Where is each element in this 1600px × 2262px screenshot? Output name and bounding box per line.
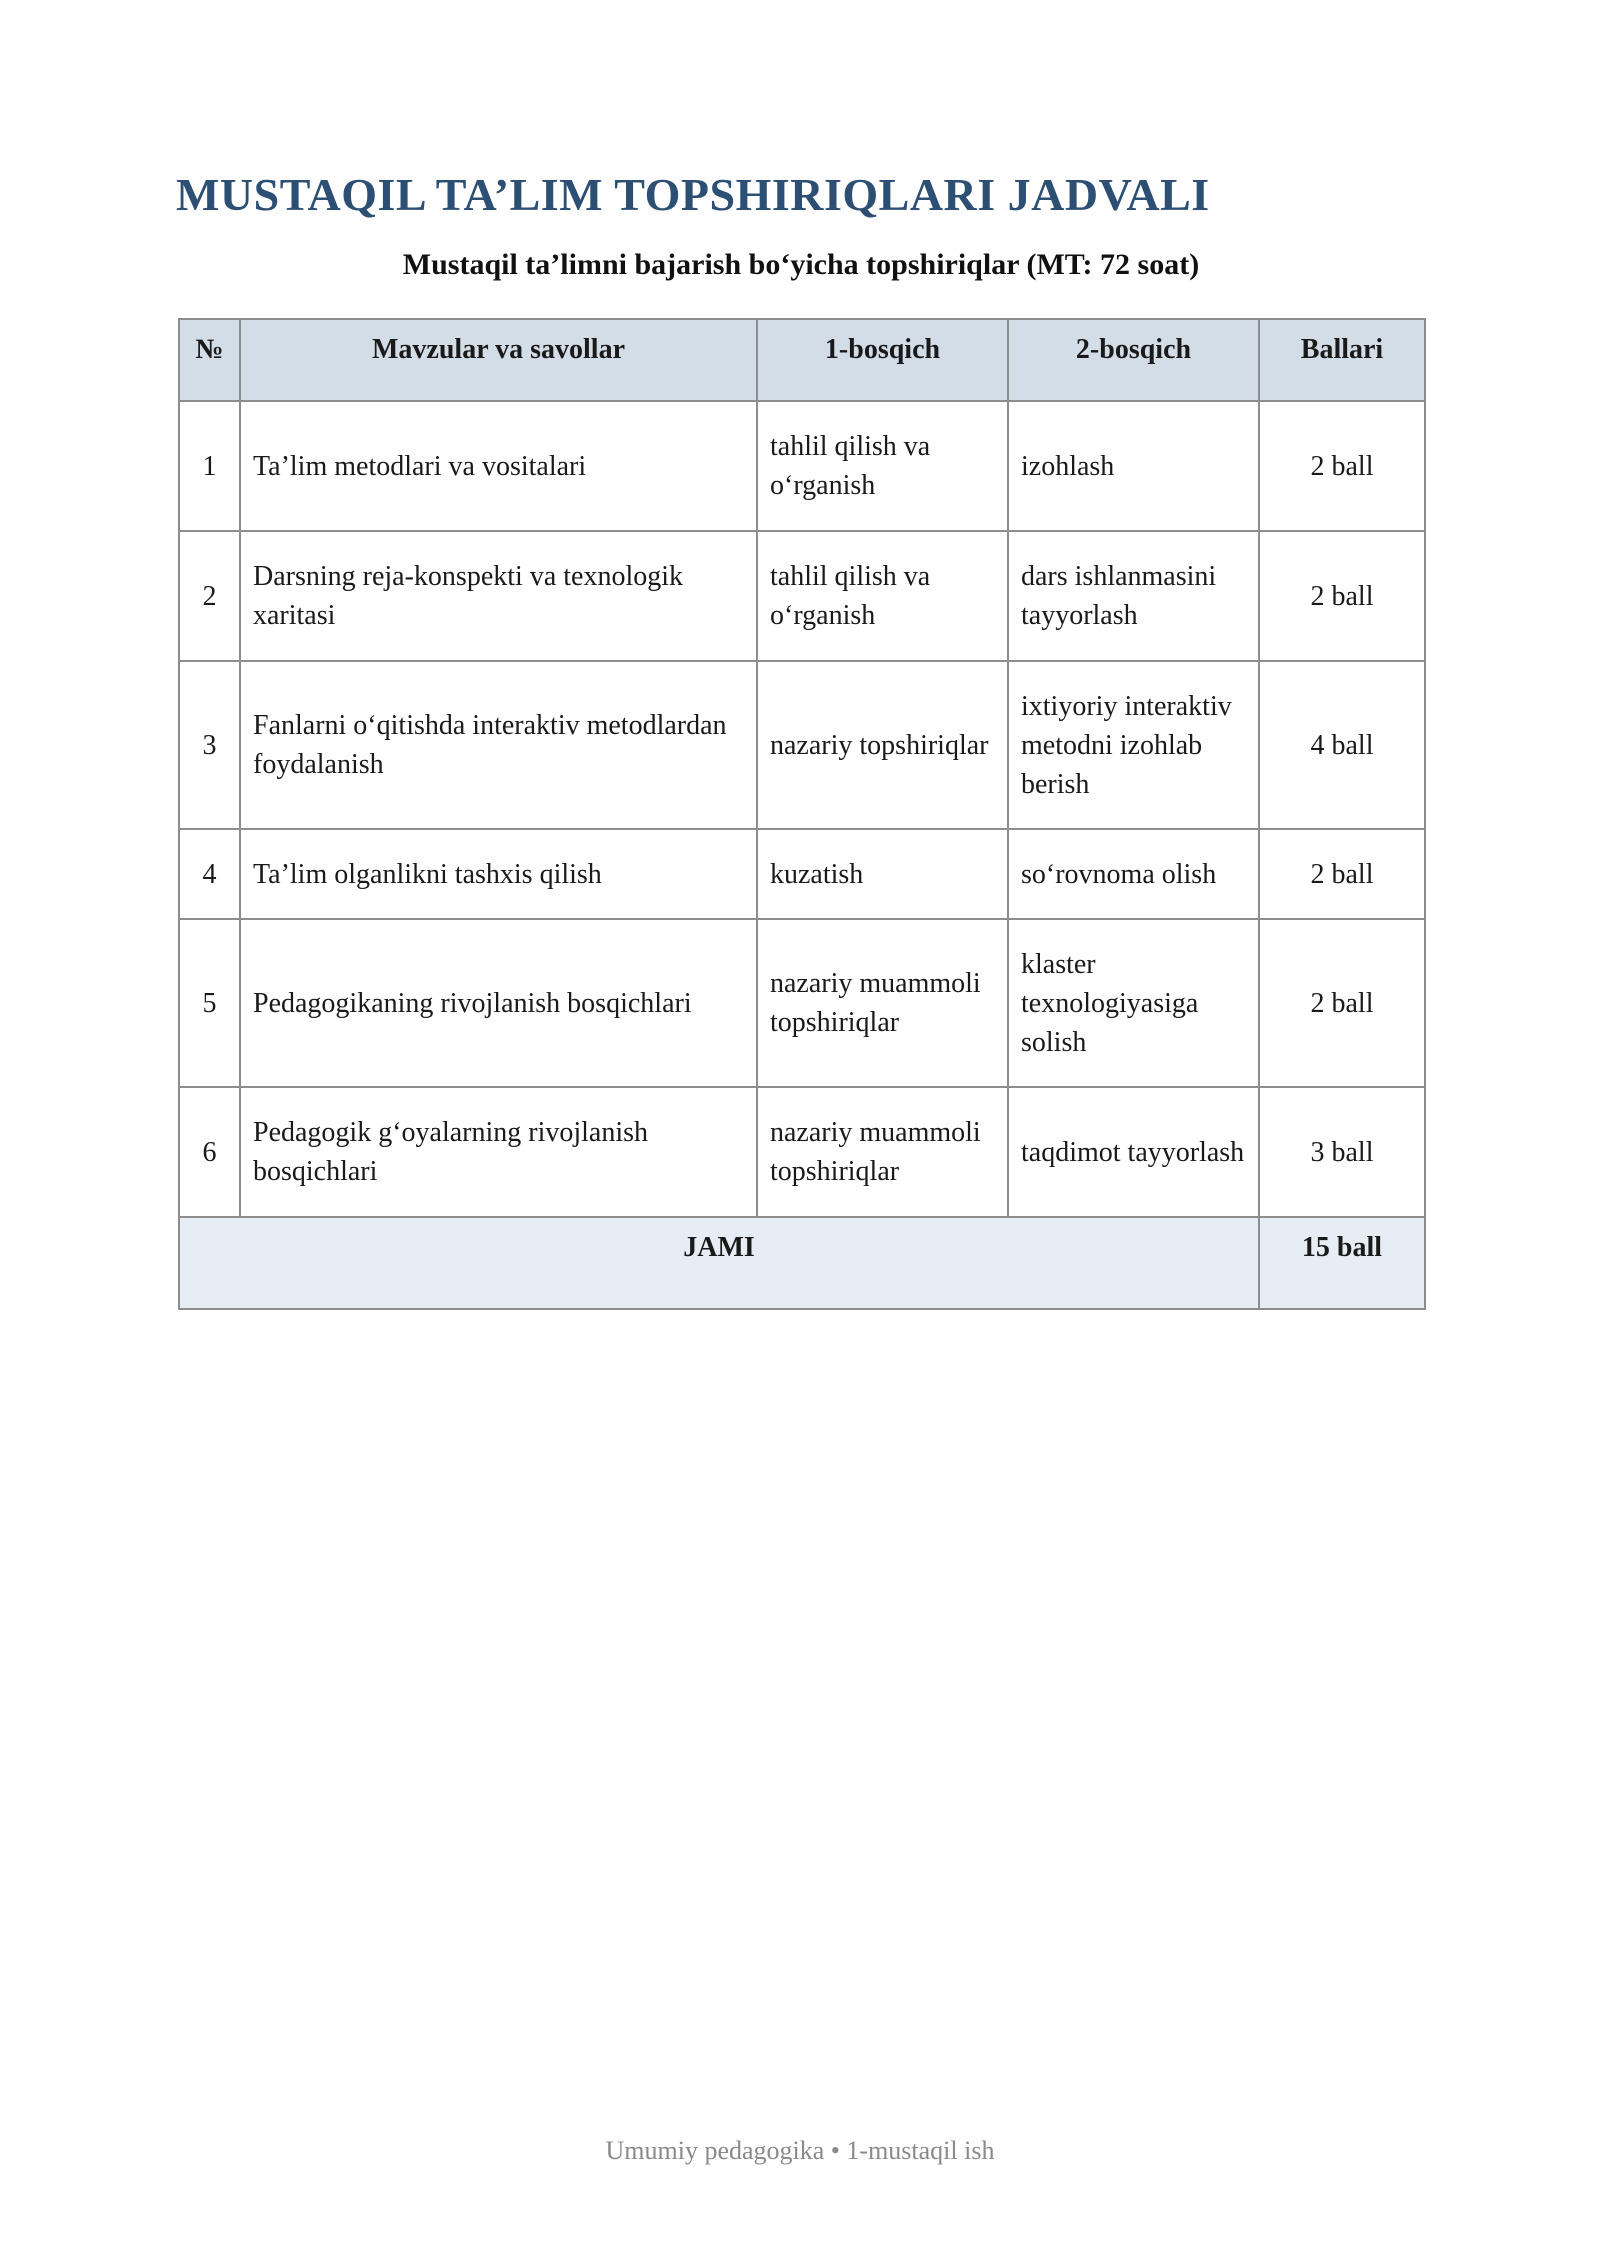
row-stage1: nazariy muammoli topshiriqlar	[757, 919, 1008, 1087]
row-num: 3	[179, 661, 240, 829]
table-row	[179, 1087, 1425, 1217]
row-stage2: taqdimot tayyorlash	[1008, 1087, 1259, 1217]
row-num: 6	[179, 1087, 240, 1217]
table-row	[179, 401, 1425, 531]
row-stage2: dars ishlanmasini tayyorlash	[1008, 531, 1259, 661]
header-stage1: 1-bosqich	[757, 319, 1008, 401]
row-score: 2 ball	[1259, 401, 1425, 531]
row-score: 4 ball	[1259, 661, 1425, 829]
row-num: 1	[179, 401, 240, 531]
header-topic: Mavzular va savollar	[240, 319, 757, 401]
table-row	[179, 919, 1425, 1087]
total-label: JAMI	[179, 1217, 1259, 1309]
row-topic: Ta’lim olganlikni tashxis qilish	[240, 829, 757, 919]
row-score: 2 ball	[1259, 531, 1425, 661]
header-stage2: 2-bosqich	[1008, 319, 1259, 401]
row-stage1: tahlil qilish va o‘rganish	[757, 531, 1008, 661]
table-row	[179, 531, 1425, 661]
table-row	[179, 661, 1425, 829]
row-stage1: nazariy topshiriqlar	[757, 661, 1008, 829]
header-row	[179, 319, 1425, 401]
header-num: №	[179, 319, 240, 401]
row-stage1: kuzatish	[757, 829, 1008, 919]
page-footer: Umumiy pedagogika • 1-mustaqil ish	[605, 2136, 995, 2165]
total-score: 15 ball	[1259, 1217, 1425, 1309]
row-stage2: so‘rovnoma olish	[1008, 829, 1259, 919]
total-row	[179, 1217, 1425, 1309]
row-topic: Pedagogikaning rivojlanish bosqichlari	[240, 919, 757, 1087]
row-num: 2	[179, 531, 240, 661]
row-topic: Pedagogik g‘oyalarning rivojlanish bosqichlari	[240, 1087, 757, 1217]
table-row	[179, 829, 1425, 919]
table-subtitle: Mustaqil ta’limni bajarish bo‘yicha topshiriqlar (MT: 72 soat)	[402, 248, 1200, 281]
row-score: 2 ball	[1259, 829, 1425, 919]
row-stage1: nazariy muammoli topshiriqlar	[757, 1087, 1008, 1217]
row-num: 5	[179, 919, 240, 1087]
table-body	[179, 401, 1425, 1217]
row-stage2: ixtiyoriy interaktiv metodni izohlab berish	[1008, 661, 1259, 829]
row-stage2: klaster texnologiyasiga solish	[1008, 919, 1259, 1087]
header-score: Ballari	[1259, 319, 1425, 401]
table-header	[179, 319, 1425, 401]
tasks-table	[178, 318, 1426, 1310]
row-num: 4	[179, 829, 240, 919]
row-topic: Fanlarni o‘qitishda interaktiv metodlardan foydalanish	[240, 661, 757, 829]
row-stage2: izohlash	[1008, 401, 1259, 531]
row-topic: Ta’lim metodlari va vositalari	[240, 401, 757, 531]
row-topic: Darsning reja-konspekti va texnologik xaritasi	[240, 531, 757, 661]
row-stage1: tahlil qilish va o‘rganish	[757, 401, 1008, 531]
row-score: 2 ball	[1259, 919, 1425, 1087]
table-total	[179, 1217, 1425, 1309]
page-title: MUSTAQIL TA’LIM TOPSHIRIQLARI JADVALI	[176, 169, 1210, 220]
row-score: 3 ball	[1259, 1087, 1425, 1217]
